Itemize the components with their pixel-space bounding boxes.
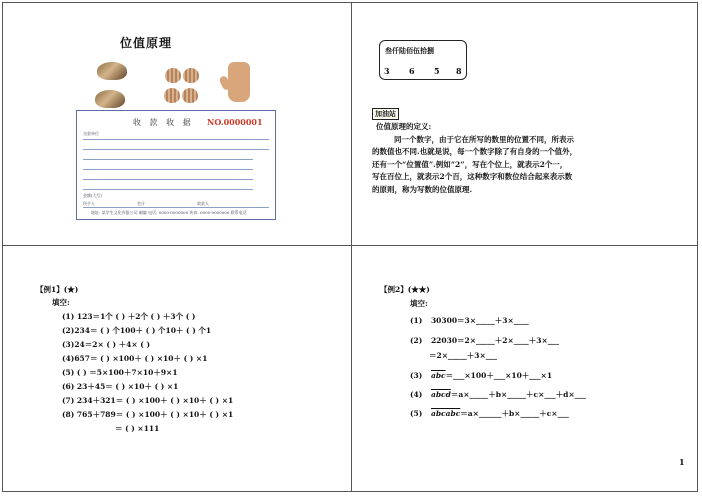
receipt-rule — [83, 207, 269, 208]
digits-header: 叁仟陆佰伍拾捌 — [385, 46, 434, 55]
example2-subheading: 填空: — [410, 299, 428, 308]
scallop-shell-image — [164, 88, 180, 103]
scallop-shell-image — [165, 68, 181, 83]
example1-heading: 【例1】(★) — [36, 285, 79, 294]
definition-line: 同一个数字，由于它在所写的数里的位置不同，所表示 — [394, 134, 574, 144]
receipt-field: 会计 — [137, 201, 145, 206]
digit: 3 — [384, 66, 390, 76]
item-text: ＝2×_____＋3×___ — [429, 351, 498, 360]
receipt-field: 交款单位 — [83, 131, 99, 136]
item-text: ＝___×100＋___×10＋___×1 — [445, 371, 553, 380]
hand-image — [228, 62, 250, 102]
digit: 6 — [409, 66, 415, 76]
item-number: (3) — [410, 371, 423, 380]
example1-subheading: 填空: — [52, 298, 70, 307]
example1-line: (1) 123＝1个 ( ) ＋2个 ( ) ＋3个 ( ) — [62, 312, 196, 321]
horizontal-divider — [2, 245, 698, 246]
item-number: (4) — [410, 390, 423, 399]
item-number: (1) — [410, 316, 423, 325]
digit: 8 — [456, 66, 462, 76]
example1-line: (2)234＝ ( ) 个100＋ ( ) 个10＋ ( ) 个1 — [62, 326, 212, 335]
example1-line: ＝ ( ) ×111 — [115, 424, 160, 433]
example2-item — [410, 389, 586, 400]
item-number: (2) — [410, 336, 423, 345]
example1-line: (5) ( ) ＝5×100＋7×10＋9×1 — [62, 368, 178, 377]
example2-heading: 【例2】(★★) — [380, 285, 430, 294]
example1-line: (3)24＝2× ( ) ＋4× ( ) — [62, 340, 151, 349]
example2-item — [410, 408, 569, 419]
digits-box — [379, 40, 467, 80]
item-text: ＝a×______＋b×_____＋c×___ — [460, 409, 569, 418]
item-text: 30300＝3×_____＋3×____ — [430, 316, 529, 325]
item-number: (5) — [410, 409, 423, 418]
item-overline-number: $\overline{abc}$ — [430, 371, 446, 380]
receipt-number: NO.0000001 — [207, 117, 263, 127]
receipt-title: 收 款 收 据 — [133, 118, 194, 127]
item-text: 22030＝2×_____＋2×____＋3×___ — [430, 336, 560, 345]
example2-item — [410, 335, 559, 346]
receipt-rule — [83, 189, 253, 190]
scallop-shell-image — [182, 88, 198, 103]
scallop-shell-image — [183, 68, 199, 83]
page-number: 1 — [679, 457, 685, 467]
example2-item — [410, 315, 529, 326]
example1-line: (8) 765＋789＝ ( ) ×100＋ ( ) ×10＋ ( ) ×1 — [62, 410, 234, 419]
example2-item — [410, 370, 552, 381]
conch-shell-image — [95, 90, 125, 108]
digit: 5 — [434, 66, 440, 76]
receipt-rule — [83, 139, 269, 140]
receipt-field: 收款人 — [197, 201, 209, 206]
slide1-title: 位值原理 — [120, 36, 173, 50]
receipt-field: 经手人 — [83, 201, 95, 206]
jiayouzhan-tag: 加油站 — [372, 108, 399, 120]
receipt-rule — [83, 159, 253, 160]
receipt-footer: 地址: 某学生文化有限公司 邮编 电话: 0000-0000000 传真: 0000-0000000 联系电话 — [91, 210, 247, 215]
definition-title: 位值原理的定义: — [376, 122, 432, 131]
receipt-rule — [83, 149, 269, 150]
example1-line: (4)657＝ ( ) ×100＋ ( ) ×10＋ ( ) ×1 — [62, 354, 208, 363]
example2-item — [429, 350, 497, 361]
definition-line: 写在百位上，就表示2个百，这种数字和数位结合起来表示数 — [372, 172, 573, 181]
item-overline-number: abcabc — [430, 409, 461, 418]
receipt-field: 金额(大写) — [83, 193, 103, 198]
receipt-rule — [83, 169, 253, 170]
definition-block — [372, 121, 644, 196]
item-overline-number: abcd — [430, 390, 451, 399]
vertical-divider — [351, 2, 352, 492]
receipt-rule — [83, 179, 253, 180]
definition-line: 还有一个“位置值”.例如“2”，写在个位上，就表示2个一， — [372, 159, 568, 169]
receipt-image — [76, 110, 276, 220]
example1-line: (6) 23＋45＝ ( ) ×10＋ ( ) ×1 — [62, 382, 179, 391]
example1-line: (7) 234＋321＝ ( ) ×100＋ ( ) ×10＋ ( ) ×1 — [62, 396, 234, 405]
definition-line: 的原则，称为写数的位值原理. — [372, 184, 473, 194]
conch-shell-image — [97, 62, 127, 80]
item-text: ＝a×_____＋b×_____＋c×___＋d×___ — [450, 390, 586, 399]
definition-line: 的数值也不同.也就是说，每一个数字除了有自身的一个值外， — [372, 147, 578, 156]
